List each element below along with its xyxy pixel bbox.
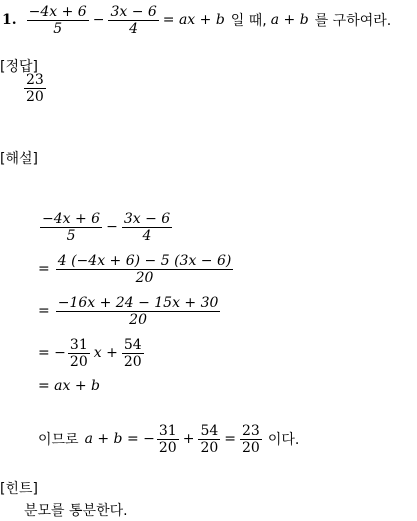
hint-label: [힌트] xyxy=(0,481,38,497)
solution-line-1-frac-2-denominator: 4 xyxy=(142,227,152,244)
answer-fraction xyxy=(24,72,46,105)
conclusion-frac-2-numerator: 54 xyxy=(200,422,219,439)
answer-label: [정답] xyxy=(0,59,38,75)
solution-line-1-frac-2-numerator: 3x − 6 xyxy=(123,210,171,227)
conclusion-frac-1-denominator: 20 xyxy=(158,439,177,456)
solution-line-3-equals: = xyxy=(38,303,50,319)
solution-line-4-frac-1-numerator: 31 xyxy=(69,336,88,353)
problem-expression: a + b xyxy=(270,12,309,28)
conclusion-plus: + xyxy=(182,431,195,447)
problem-number: 1. xyxy=(2,12,17,28)
hint-text: 분모를 통분한다. xyxy=(24,503,128,519)
conclusion-frac-3-numerator: 23 xyxy=(242,422,260,439)
solution-line-1 xyxy=(40,208,172,246)
solution-line-1-operator: − xyxy=(106,219,118,235)
problem-rhs: = ax + b xyxy=(162,12,225,28)
fraction-2 xyxy=(108,4,158,37)
solution-label: [해설] xyxy=(0,151,38,167)
problem-text-1: 일 때, xyxy=(230,13,267,29)
solution-line-3 xyxy=(38,292,220,330)
problem-statement xyxy=(2,2,391,38)
solution-line-2-numerator: 4 (−4x + 6) − 5 (3x − 6) xyxy=(57,252,232,269)
answer-numerator: 23 xyxy=(26,72,44,88)
solution-line-4-frac-1-denominator: 20 xyxy=(69,353,88,370)
solution-line-2-equals: = xyxy=(38,261,50,277)
solution-line-4-prefix: = − xyxy=(38,345,66,361)
fraction-2-denominator: 4 xyxy=(129,20,139,37)
fraction-1-numerator: −4x + 6 xyxy=(28,3,87,20)
minus-sign: − xyxy=(92,12,105,28)
solution-line-4-frac-2-denominator: 20 xyxy=(123,353,142,370)
solution-line-4-variable: x + xyxy=(93,345,118,361)
problem-text-2: 를 구하여라. xyxy=(314,13,392,29)
solution-line-5: = ax + b xyxy=(38,378,101,394)
conclusion-prefix: 이므로 xyxy=(38,432,79,448)
solution-line-2 xyxy=(38,250,233,288)
conclusion-frac-2-denominator: 20 xyxy=(200,439,219,456)
solution-line-1-frac-1-denominator: 5 xyxy=(66,227,76,244)
conclusion-frac-1-numerator: 31 xyxy=(158,422,177,439)
conclusion-equals: = xyxy=(224,431,237,447)
answer-denominator: 20 xyxy=(26,89,44,105)
fraction-2-numerator: 3x − 6 xyxy=(110,3,157,20)
solution-conclusion xyxy=(38,420,299,458)
fraction-1 xyxy=(27,4,89,37)
conclusion-suffix: 이다. xyxy=(267,432,300,448)
solution-line-2-denominator: 20 xyxy=(135,269,154,286)
conclusion-frac-3-denominator: 20 xyxy=(242,439,260,456)
conclusion-expression: a + b = − xyxy=(84,431,155,447)
solution-line-4 xyxy=(38,334,144,372)
fraction-1-denominator: 5 xyxy=(53,20,63,37)
solution-line-4-frac-2-numerator: 54 xyxy=(123,336,142,353)
solution-line-3-numerator: −16x + 24 − 15x + 30 xyxy=(57,294,219,311)
solution-line-3-denominator: 20 xyxy=(129,311,147,328)
solution-line-1-frac-1-numerator: −4x + 6 xyxy=(42,210,101,227)
